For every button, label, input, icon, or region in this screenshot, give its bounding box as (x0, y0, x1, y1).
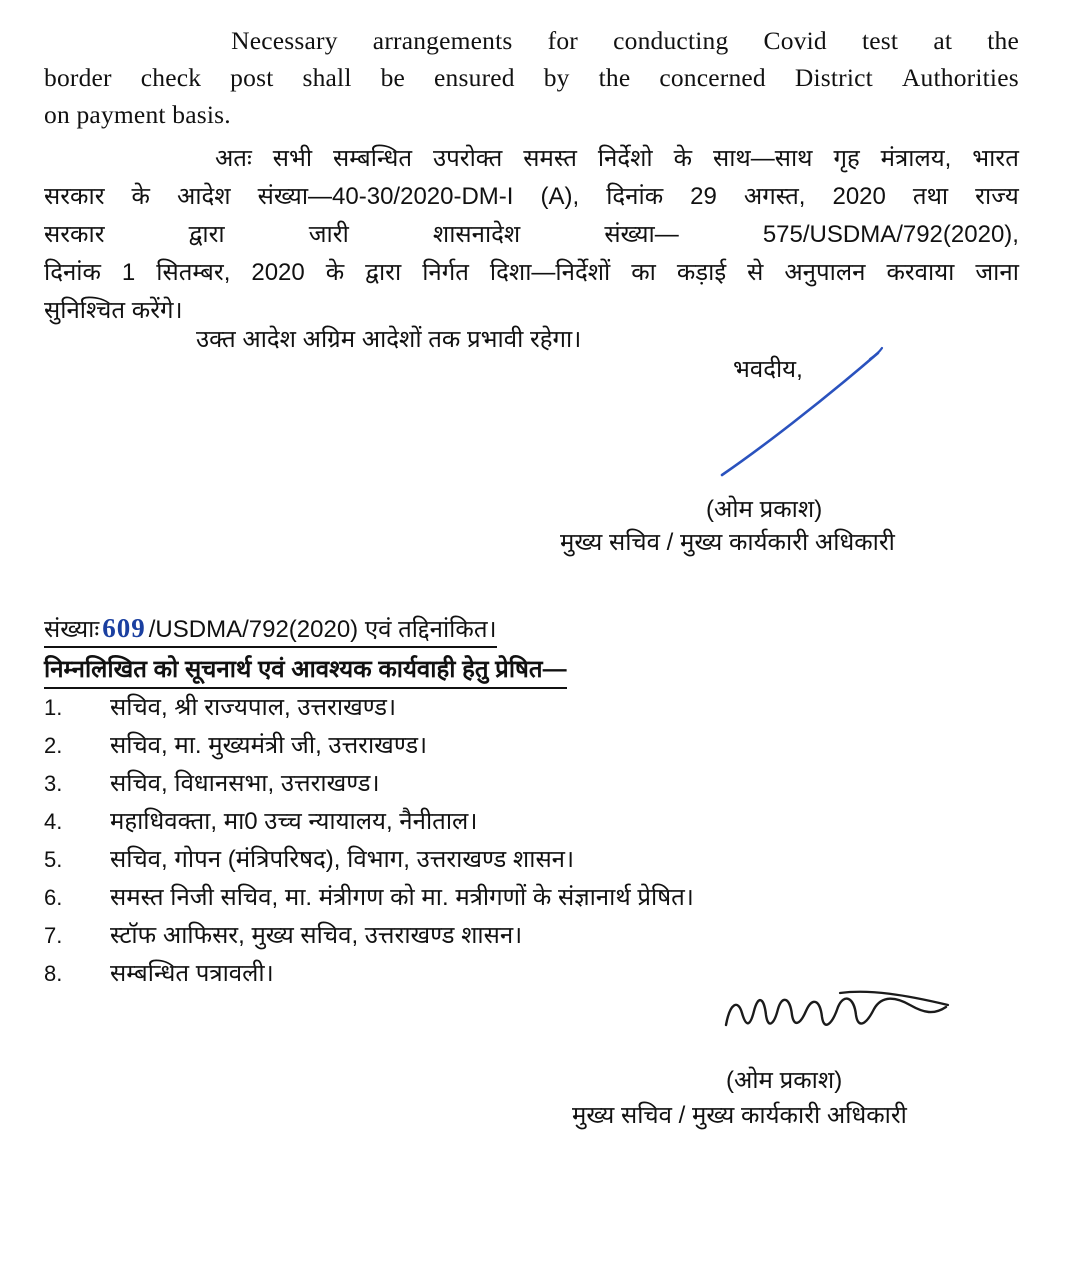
list-item (44, 804, 1004, 842)
word: संख्या— (604, 221, 679, 248)
list-item-label: सम्बन्धित पत्रावली। (110, 960, 274, 987)
signatory-name-bottom: (ओम प्रकाश) (726, 1067, 843, 1094)
list-item-label: महाधिवक्ता, मा0 उच्च न्यायालय, नैनीताल। (110, 808, 478, 835)
word: Covid (763, 26, 827, 55)
word: उपरोक्त (432, 145, 503, 172)
word: के (325, 259, 345, 286)
word: concerned (659, 63, 766, 92)
paragraph-indent (44, 22, 196, 59)
word: संख्या—40-30/2020-DM-I (257, 183, 514, 210)
word: the (987, 26, 1019, 55)
recipients-list (44, 690, 1004, 994)
word: post (230, 63, 274, 92)
reference-line (44, 612, 497, 648)
word: भारत (972, 145, 1019, 172)
word: से (747, 259, 764, 286)
list-item-number: 7. (44, 923, 63, 948)
word: 29 (690, 183, 717, 210)
word: अगस्त, (743, 183, 806, 210)
word: गृह (833, 145, 860, 172)
word: मंत्रालय, (880, 145, 952, 172)
closing-salutation: भवदीय, (733, 356, 803, 383)
word: सभी (272, 145, 313, 172)
signatory-name-top: (ओम प्रकाश) (706, 496, 823, 523)
word: द्वारा (365, 259, 402, 286)
reference-block (44, 612, 497, 648)
list-item (44, 766, 1004, 804)
list-item-number: 1. (44, 695, 63, 720)
hindi-line-1 (44, 140, 1019, 178)
list-item (44, 956, 1004, 994)
word: सम्बन्धित (333, 145, 413, 172)
english-line-1 (44, 22, 1019, 59)
word: अतः (214, 145, 252, 172)
hindi-line-4 (44, 254, 1019, 292)
word: 575/USDMA/792(2020), (762, 221, 1019, 248)
word: 1 (121, 259, 136, 286)
hindi-line-5: सुनिश्चित करेंगे। (44, 297, 183, 324)
english-paragraph (44, 22, 1019, 133)
word: दिशा—निर्देशों (489, 259, 611, 286)
list-item-label: स्टॉफ आफिसर, मुख्य सचिव, उत्तराखण्ड शासन। (110, 922, 523, 949)
signature-stroke-top (700, 345, 910, 485)
word: border (44, 63, 112, 92)
word: test (861, 26, 899, 55)
word: तथा (912, 183, 949, 210)
hindi-line-2 (44, 178, 1019, 216)
list-item-label: सचिव, मा. मुख्यमंत्री जी, उत्तराखण्ड। (110, 732, 428, 759)
forwarding-line: निम्नलिखित को सूचनार्थ एवं आवश्यक कार्यवाही हेतु प्रेषित— (44, 652, 567, 689)
english-line-2 (44, 59, 1019, 96)
word: के (131, 183, 150, 210)
paragraph-indent (44, 140, 194, 178)
hindi-line-3 (44, 216, 1019, 254)
word: निर्देशो (597, 145, 653, 172)
word: 2020 (832, 183, 886, 210)
word: be (380, 63, 406, 92)
list-item-number: 8. (44, 961, 63, 986)
word: conducting (613, 26, 729, 55)
list-item-label: सचिव, गोपन (मंत्रिपरिषद), विभाग, उत्तराखण्ड शासन। (110, 846, 575, 873)
word: (A), (540, 183, 580, 210)
word: the (598, 63, 631, 92)
word: arrangements (372, 26, 513, 55)
list-item-number: 5. (44, 847, 63, 872)
list-item (44, 842, 1004, 880)
list-item (44, 918, 1004, 956)
word: Necessary (231, 26, 338, 55)
word: दिनांक (606, 183, 664, 210)
list-item (44, 690, 1004, 728)
word: सरकार (44, 183, 105, 210)
word: करवाया (886, 259, 955, 286)
word: 2020 (251, 259, 305, 286)
word: Authorities (901, 63, 1019, 92)
list-item-number: 2. (44, 733, 63, 758)
word: निर्गत (422, 259, 469, 286)
word: at (933, 26, 953, 55)
word: शासनादेश (432, 221, 521, 248)
english-line-3: on payment basis. (44, 100, 231, 129)
word: का (631, 259, 656, 286)
word: राज्य (975, 183, 1019, 210)
word: check (140, 63, 202, 92)
list-item-number: 4. (44, 809, 63, 834)
word: साथ—साथ (712, 145, 813, 172)
list-item-label: सचिव, विधानसभा, उत्तराखण्ड। (110, 770, 380, 797)
word: by (543, 63, 570, 92)
list-item-label: समस्त निजी सचिव, मा. मंत्रीगण को मा. मत्रीगणों के संज्ञानार्थ प्रेषित। (110, 884, 694, 911)
list-item-number: 3. (44, 771, 63, 796)
word: समस्त (523, 145, 577, 172)
word: ensured (434, 63, 515, 92)
word: जारी (308, 221, 349, 248)
signatory-designation-bottom: मुख्य सचिव / मुख्य कार्यकारी अधिकारी (572, 1102, 907, 1129)
word: दिनांक (44, 259, 101, 286)
word: सितम्बर, (156, 259, 231, 286)
reference-suffix: /USDMA/792(2020) एवं तद्दिनांकित। (148, 616, 497, 643)
word: for (547, 26, 578, 55)
word: आदेश (177, 183, 231, 210)
signatory-designation-top: मुख्य सचिव / मुख्य कार्यकारी अधिकारी (560, 529, 895, 556)
reference-label: संख्याः (44, 616, 100, 643)
word: District (794, 63, 873, 92)
reference-handwritten-number: 609 (102, 613, 146, 643)
list-item (44, 728, 1004, 766)
word: द्वारा (188, 221, 225, 248)
word: जाना (975, 259, 1019, 286)
word: सरकार (44, 221, 105, 248)
word: के (673, 145, 693, 172)
list-item (44, 880, 1004, 918)
word: कड़ाई (676, 259, 727, 286)
list-item-number: 6. (44, 885, 63, 910)
list-item-label: सचिव, श्री राज्यपाल, उत्तराखण्ड। (110, 694, 397, 721)
hindi-paragraph (44, 140, 1019, 330)
word: अनुपालन (784, 259, 866, 286)
word: shall (302, 63, 352, 92)
validity-line: उक्त आदेश अग्रिम आदेशों तक प्रभावी रहेगा। (196, 326, 582, 353)
